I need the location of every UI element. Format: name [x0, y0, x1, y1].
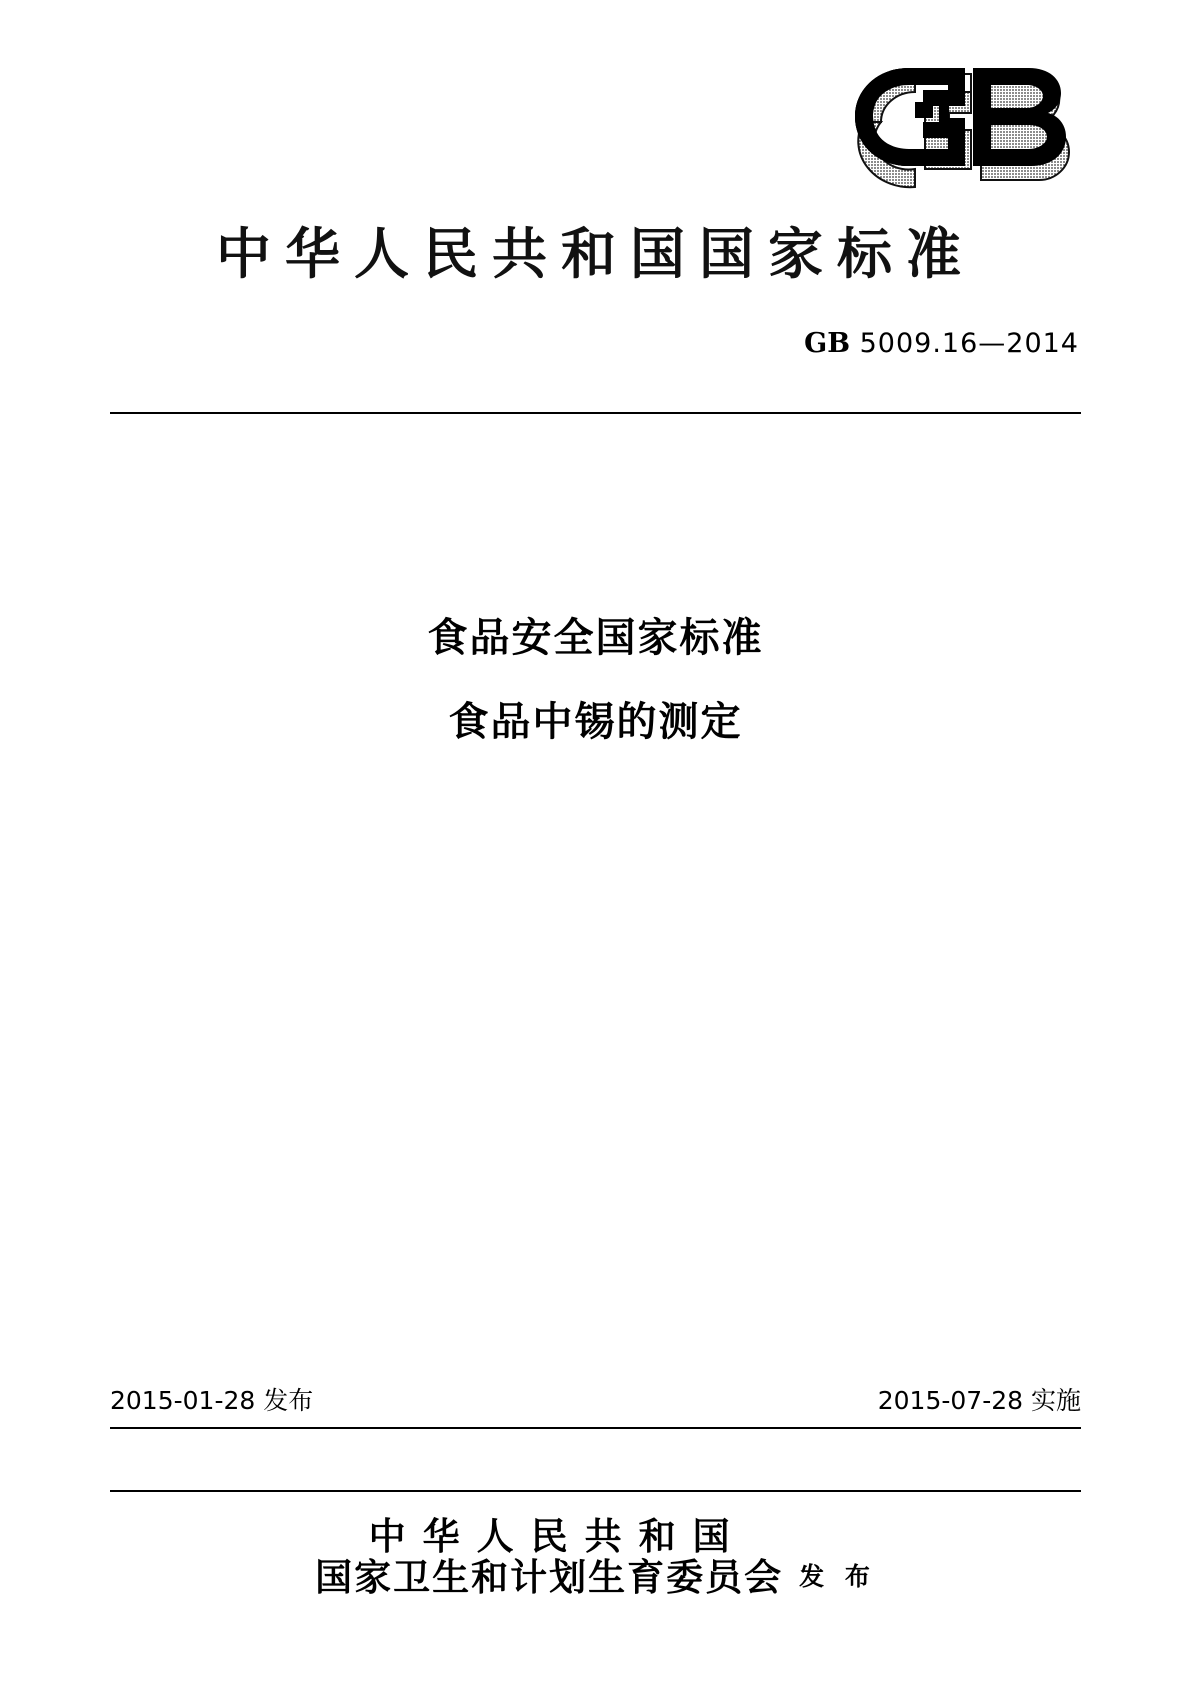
- issuer-block: [0, 1516, 1191, 1599]
- issuer-publish-label: 发 布: [799, 1561, 876, 1591]
- national-standard-title: 中华人民共和国国家标准: [215, 221, 975, 286]
- dates-row: [110, 1381, 1081, 1417]
- divider-footer: [110, 1490, 1081, 1492]
- issuer-line-2: 国家卫生和计划生育委员会: [315, 1555, 784, 1600]
- effective-date: 2015-07-28 实施: [877, 1386, 1081, 1415]
- gb-logo-icon: [853, 68, 1083, 193]
- issue-date: 2015-01-28 发布: [110, 1386, 314, 1415]
- issuer-line-1: 中华人民共和国: [368, 1514, 747, 1558]
- divider-bottom: [110, 1427, 1081, 1429]
- standard-number: [804, 328, 1079, 359]
- standard-number-value: 5009.16—2014: [859, 328, 1079, 359]
- document-title-line-1: 食品安全国家标准: [427, 615, 764, 661]
- page-title: [0, 615, 1191, 745]
- issuer-name: [315, 1516, 783, 1599]
- standard-number-prefix: GB: [804, 328, 851, 359]
- divider-top: [110, 412, 1081, 414]
- document-title-line-2: 食品中锡的测定: [448, 699, 743, 745]
